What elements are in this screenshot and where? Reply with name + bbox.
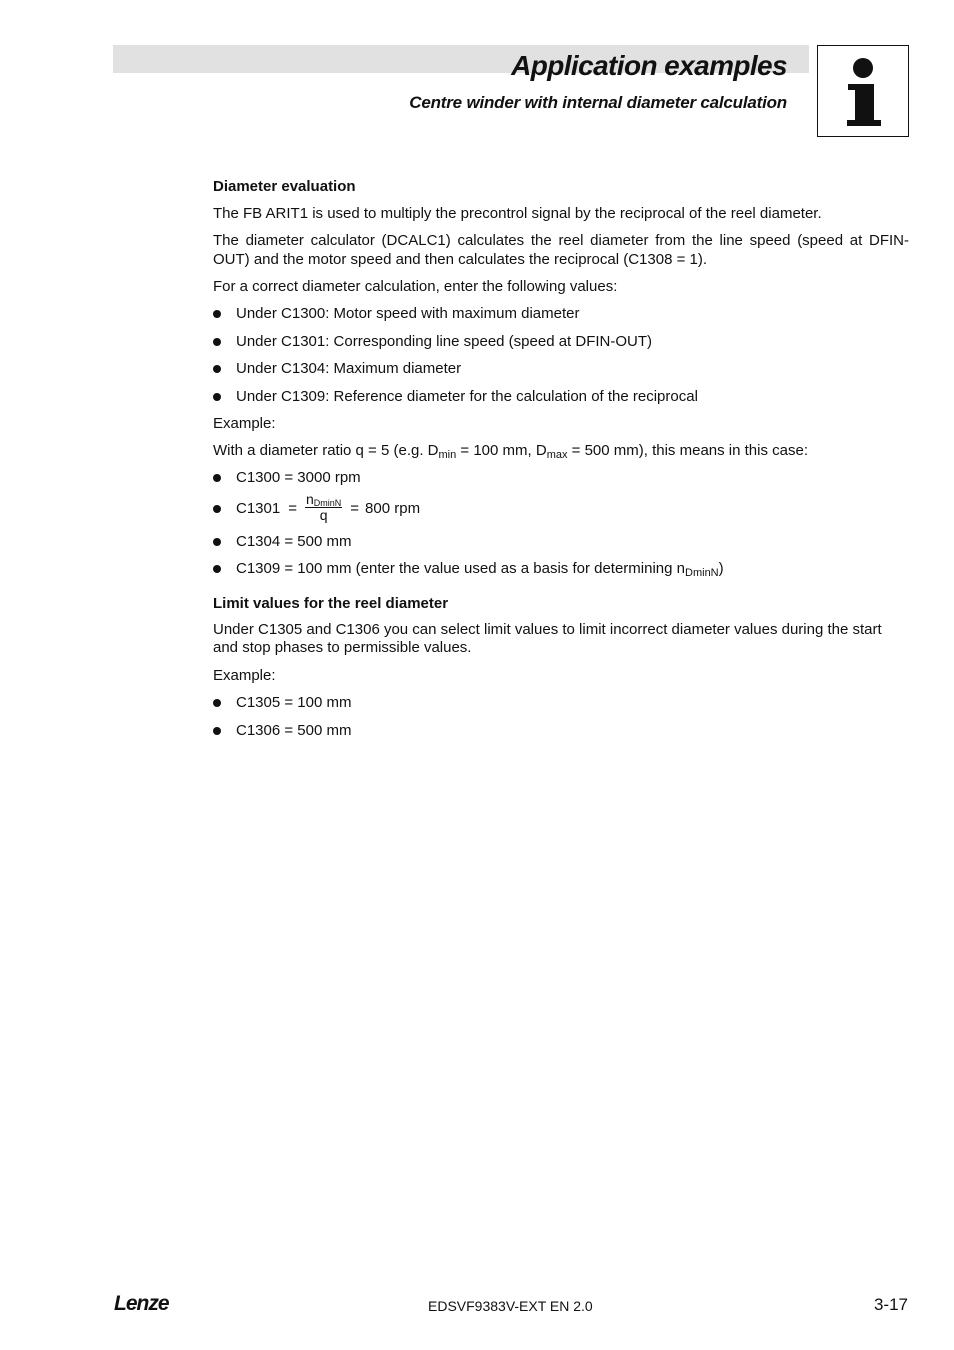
info-icon	[818, 46, 908, 136]
fraction: $\frac{n_{DminN}}{q}$	[305, 490, 342, 523]
info-box	[817, 45, 909, 137]
section-heading-diameter-evaluation: Diameter evaluation	[213, 178, 356, 195]
main-content	[213, 177, 909, 748]
list-item: Under C1304: Maximum diameter	[213, 359, 909, 378]
list-item: C1304 = 500 mm	[213, 532, 909, 551]
list-item: Under C1301: Corresponding line speed (speed at DFIN-OUT)	[213, 332, 909, 351]
list-item: C1306 = 500 mm	[213, 721, 909, 740]
paragraph-dcalc1: The diameter calculator (DCALC1) calculates the reel diameter from the line speed (speed at DFIN-OUT) and the motor speed and then calculates the reciprocal (C1308 = 1).	[213, 232, 909, 268]
paragraph-diameter-ratio: With a diameter ratio q = 5 (e.g. $D_{min} = 100$ mm, $D_{max} = 500$ mm), this means in this case:	[213, 441, 808, 461]
bullet-icon	[213, 727, 221, 735]
list-item: C1305 = 100 mm	[213, 693, 909, 712]
bullet-icon	[213, 474, 221, 482]
bullet-icon	[213, 338, 221, 346]
section-heading-limit-values: Limit values for the reel diameter	[213, 595, 449, 612]
bullet-icon	[213, 699, 221, 707]
list-item: Under C1300: Motor speed with maximum diameter	[213, 304, 909, 323]
paragraph-intro-values: For a correct diameter calculation, enter the following values:	[213, 278, 618, 295]
list-item: Under C1309: Reference diameter for the calculation of the reciprocal	[213, 387, 909, 406]
example-label: Example:	[213, 414, 276, 432]
example-label: Example:	[213, 667, 276, 684]
bullet-icon	[213, 505, 221, 513]
page-subtitle: Centre winder with internal diameter calculation	[409, 93, 787, 112]
page-number: 3-17	[873, 1295, 908, 1314]
lenze-logo: Lenze	[114, 1292, 169, 1315]
document-id: EDSVF9383V-EXT EN 2.0	[428, 1298, 593, 1314]
paragraph-limit-values: Under C1305 and C1306 you can select limit values to limit incorrect diameter values during the start and stop phases to permissible values.	[213, 621, 882, 656]
bullet-icon	[213, 538, 221, 546]
bullet-icon	[213, 365, 221, 373]
paragraph-arit1: The FB ARIT1 is used to multiply the precontrol signal by the reciprocal of the reel diameter.	[213, 205, 822, 222]
list-item: C1309 = 100 mm (enter the value used as a basis for determining $n_{DminN}$)	[213, 559, 909, 578]
page-title: Application examples	[511, 50, 787, 81]
bullet-icon	[213, 310, 221, 318]
bullet-icon	[213, 393, 221, 401]
list-item: C1300 = 3000 rpm	[213, 468, 909, 487]
bullet-icon	[213, 565, 221, 573]
formula-c1301: C1301 = $\frac{n_{DminN}}{q}$ = 800 rpm	[213, 491, 909, 526]
